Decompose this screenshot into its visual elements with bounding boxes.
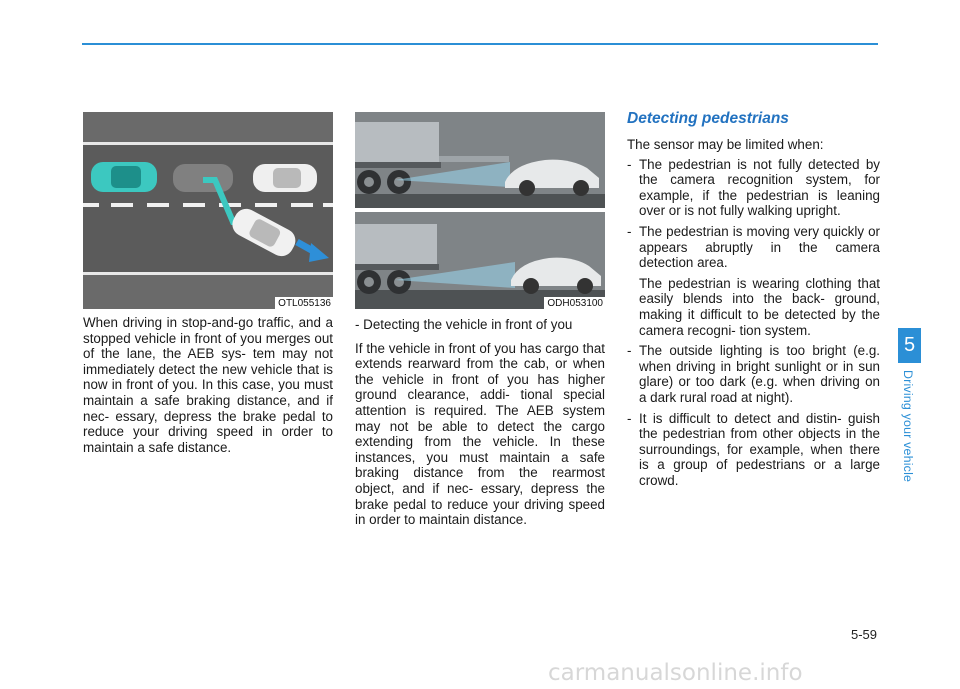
list-item: - The outside lighting is too bright (e.g. when driving in bright sunlight or in sun glare) or too dark (e.g. when driving on a dark rural road at night).: [627, 343, 880, 405]
column-3: [627, 110, 880, 493]
col2-subheading: - Detecting the vehicle in front of you: [355, 317, 573, 332]
truck-cargo-illustration: [355, 112, 605, 309]
list-item: - The pedestrian is not fully detected by the camera recognition system, for example, if the pedestrian is leaning over or is not fully walking upright.: [627, 156, 880, 219]
col2-paragraph: If the vehicle in front of you has cargo that extends rearward from the cab, or when the vehicle in front of you has higher ground clearance, addi- tional special attention is required. The AEB system may not be able to detect the cargo extending from the vehicle. In these instances, you must maintain a safe braking distance from the rearmost object, and if nec- essary, depress the brake pedal to reduce your driving speed in order to maintain distance.: [355, 340, 605, 528]
list-item: - It is difficult to detect and distin- guish the pedestrian from other objects in the surroundings, for example, when there is a group of pedestrians or a large crowd.: [627, 410, 880, 488]
column-2: [355, 112, 605, 536]
col1-paragraph: When driving in stop-and-go traffic, and a stopped vehicle in front of you merges out of the lane, the AEB sys- tem may not immediately detect the new vehicle that is now in front of you. In this case, you must maintain a safe braking distance, and if nec- essary, depress the brake pedal to reduce your driving speed in order to maintain a safe distance.: [83, 315, 333, 455]
figure-lane-merge: [83, 112, 333, 309]
page-number: 5-59: [850, 627, 877, 642]
watermark: carmanualsonline.info: [548, 660, 803, 686]
intro-text: The sensor may be limited when:: [627, 137, 824, 152]
lane-merge-illustration: [83, 112, 333, 309]
column-1: [83, 112, 333, 463]
section-heading: Detecting pedestrians: [627, 110, 789, 127]
figure-code-label: OTL055136: [275, 297, 333, 309]
list-subparagraph: The pedestrian is wearing clothing that easily blends into the back- ground, making it difficult to be detected by the camera recogni- tion system.: [639, 275, 880, 338]
figure-truck-cargo: [355, 112, 605, 309]
header-rule: [82, 43, 878, 45]
figure-code-label: ODH053100: [544, 297, 605, 309]
list-item: - The pedestrian is moving very quickly or appears abruptly in the camera detection area.: [627, 223, 880, 271]
section-tab-title: Driving your vehicle: [901, 370, 915, 483]
section-tab-number: 5: [898, 328, 921, 363]
